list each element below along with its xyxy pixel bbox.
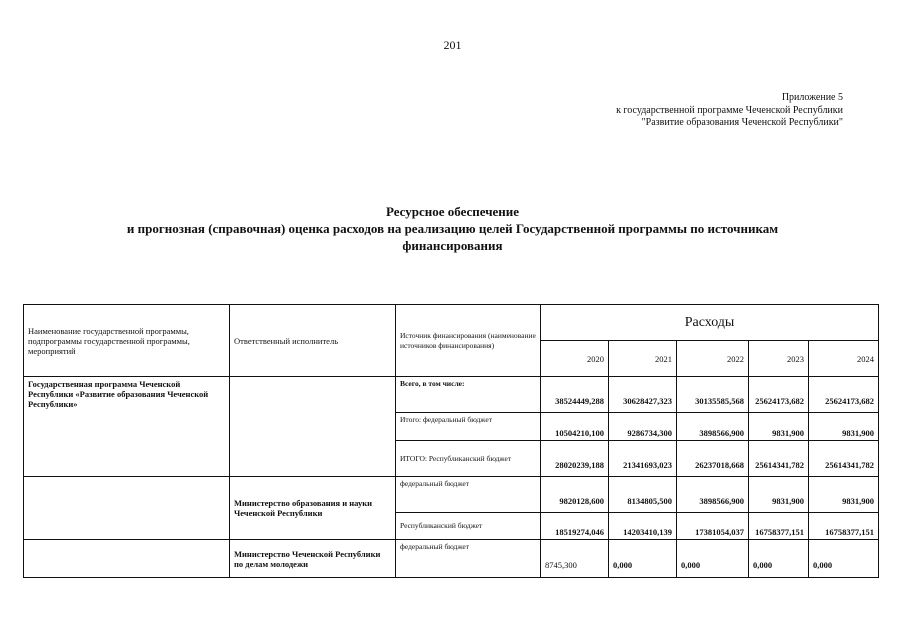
document-title xyxy=(40,203,865,254)
value-cell: 25624173,682 xyxy=(749,377,809,413)
appendix-line-1: Приложение 5 xyxy=(781,92,843,103)
value-cell: 8745,300 xyxy=(541,540,609,578)
value-cell: 0,000 xyxy=(677,540,749,578)
value-cell: 9820128,600 xyxy=(541,477,609,513)
value-cell: 9831,900 xyxy=(809,413,879,441)
value-cell: 9286734,300 xyxy=(609,413,677,441)
table-row xyxy=(24,477,879,513)
source-cell: Республиканский бюджет xyxy=(396,513,541,540)
appendix-note xyxy=(616,92,843,130)
value-cell: 30135585,568 xyxy=(677,377,749,413)
value-cell: 25624173,682 xyxy=(809,377,879,413)
program-name: Государственная программа Чеченской Республики «Развитие образования Чеченской Республики» xyxy=(24,377,230,477)
header-row xyxy=(24,305,879,341)
budget-table xyxy=(23,304,879,578)
source-cell: Всего, в том числе: xyxy=(396,377,541,413)
title-line-1: Ресурсное обеспечение xyxy=(385,204,520,219)
appendix-line-2: к государственной программе Чеченской Республики xyxy=(616,104,843,116)
source-cell: ИТОГО: Республиканский бюджет xyxy=(396,441,541,477)
value-cell: 9831,900 xyxy=(749,413,809,441)
year-2023: 2023 xyxy=(749,341,809,377)
value-cell: 9831,900 xyxy=(749,477,809,513)
header-source: Источник финансирования (наименование источников финансирования) xyxy=(396,305,541,377)
value-cell: 8134805,500 xyxy=(609,477,677,513)
table-row xyxy=(24,540,879,578)
source-cell: федеральный бюджет xyxy=(396,477,541,513)
year-2021: 2021 xyxy=(609,341,677,377)
value-cell: 38524449,288 xyxy=(541,377,609,413)
value-cell: 18519274,046 xyxy=(541,513,609,540)
table-row xyxy=(24,377,879,413)
year-2022: 2022 xyxy=(677,341,749,377)
value-cell: 3898566,900 xyxy=(677,477,749,513)
value-cell: 26237018,668 xyxy=(677,441,749,477)
header-name: Наименование государственной программы, подпрограммы государственной программы, мероприятий xyxy=(24,305,230,377)
value-cell: 14203410,139 xyxy=(609,513,677,540)
source-cell: федеральный бюджет xyxy=(396,540,541,578)
executor-ministry-youth: Министерство Чеченской Республики по делам молодежи xyxy=(230,540,396,578)
value-cell: 0,000 xyxy=(609,540,677,578)
value-cell: 30628427,323 xyxy=(609,377,677,413)
value-cell: 0,000 xyxy=(809,540,879,578)
value-cell: 25614341,782 xyxy=(749,441,809,477)
source-cell: Итого: федеральный бюджет xyxy=(396,413,541,441)
year-2024: 2024 xyxy=(809,341,879,377)
program-name-empty xyxy=(24,477,230,540)
executor-ministry-education: Министерство образования и науки Чеченской Республики xyxy=(230,477,396,540)
header-expenses: Расходы xyxy=(541,305,879,341)
value-cell: 28020239,188 xyxy=(541,441,609,477)
value-cell: 10504210,100 xyxy=(541,413,609,441)
value-cell: 16758377,151 xyxy=(809,513,879,540)
year-2020: 2020 xyxy=(541,341,609,377)
value-cell: 17381054,037 xyxy=(677,513,749,540)
value-cell: 3898566,900 xyxy=(677,413,749,441)
program-executor xyxy=(230,377,396,477)
page-number: 201 xyxy=(443,38,462,52)
value-cell: 21341693,023 xyxy=(609,441,677,477)
value-cell: 16758377,151 xyxy=(749,513,809,540)
title-line-2: и прогнозная (справочная) оценка расходов на реализацию целей Государственной программы по источникам xyxy=(126,221,779,236)
value-cell: 0,000 xyxy=(749,540,809,578)
appendix-line-3: "Развитие образования Чеченской Республики" xyxy=(641,117,843,128)
value-cell: 25614341,782 xyxy=(809,441,879,477)
header-executor: Ответственный исполнитель xyxy=(230,305,396,377)
program-name-empty xyxy=(24,540,230,578)
title-line-3: финансирования xyxy=(402,238,503,253)
value-cell: 9831,900 xyxy=(809,477,879,513)
